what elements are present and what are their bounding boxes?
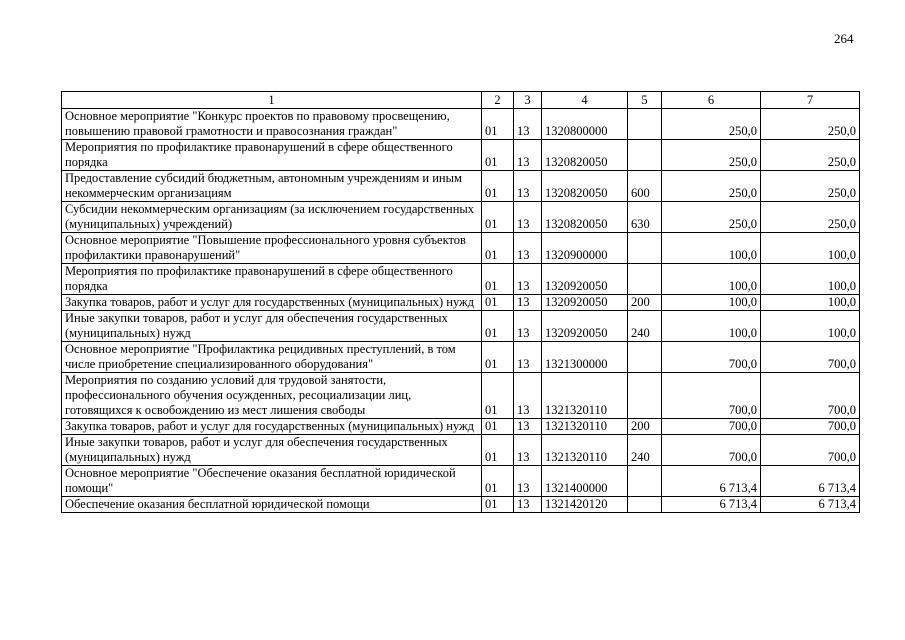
column-header: 7 [761, 92, 860, 109]
subsection-code-cell: 13 [514, 202, 542, 233]
table-row [62, 171, 860, 202]
subsection-code-cell: 13 [514, 140, 542, 171]
section-code-cell: 01 [482, 264, 514, 295]
amount-year-1-cell: 700,0 [662, 419, 761, 435]
section-code-cell: 01 [482, 109, 514, 140]
amount-year-2-cell: 6 713,4 [761, 497, 860, 513]
amount-year-1-cell: 6 713,4 [662, 466, 761, 497]
section-code-cell: 01 [482, 140, 514, 171]
subsection-code-cell: 13 [514, 264, 542, 295]
table-row [62, 109, 860, 140]
row-name-cell: Закупка товаров, работ и услуг для государственных (муниципальных) нужд [62, 295, 482, 311]
subsection-code-cell: 13 [514, 342, 542, 373]
target-article-cell: 1320820050 [542, 140, 628, 171]
expense-type-cell: 240 [628, 311, 662, 342]
expense-type-cell: 600 [628, 171, 662, 202]
amount-year-2-cell: 700,0 [761, 435, 860, 466]
table-row [62, 435, 860, 466]
amount-year-2-cell: 250,0 [761, 109, 860, 140]
subsection-code-cell: 13 [514, 373, 542, 419]
section-code-cell: 01 [482, 373, 514, 419]
expense-type-cell [628, 373, 662, 419]
budget-table [61, 91, 860, 513]
target-article-cell: 1320900000 [542, 233, 628, 264]
amount-year-1-cell: 6 713,4 [662, 497, 761, 513]
amount-year-1-cell: 250,0 [662, 109, 761, 140]
amount-year-1-cell: 700,0 [662, 435, 761, 466]
target-article-cell: 1321320110 [542, 419, 628, 435]
row-name-cell: Основное мероприятие "Повышение профессионального уровня субъектов профилактики правонарушений" [62, 233, 482, 264]
amount-year-2-cell: 6 713,4 [761, 466, 860, 497]
column-header: 3 [514, 92, 542, 109]
table-row [62, 233, 860, 264]
expense-type-cell [628, 466, 662, 497]
subsection-code-cell: 13 [514, 171, 542, 202]
amount-year-1-cell: 250,0 [662, 171, 761, 202]
section-code-cell: 01 [482, 295, 514, 311]
expense-type-cell: 240 [628, 435, 662, 466]
target-article-cell: 1321420120 [542, 497, 628, 513]
table-row [62, 419, 860, 435]
row-name-cell: Основное мероприятие "Профилактика рецидивных преступлений, в том числе приобретение специализированного оборудования" [62, 342, 482, 373]
amount-year-2-cell: 250,0 [761, 140, 860, 171]
row-name-cell: Мероприятия по профилактике правонарушений в сфере общественного порядка [62, 264, 482, 295]
amount-year-2-cell: 700,0 [761, 419, 860, 435]
subsection-code-cell: 13 [514, 419, 542, 435]
amount-year-1-cell: 700,0 [662, 342, 761, 373]
expense-type-cell [628, 497, 662, 513]
row-name-cell: Иные закупки товаров, работ и услуг для обеспечения государственных (муниципальных) нужд [62, 435, 482, 466]
table-row [62, 466, 860, 497]
section-code-cell: 01 [482, 342, 514, 373]
column-header: 5 [628, 92, 662, 109]
subsection-code-cell: 13 [514, 311, 542, 342]
amount-year-1-cell: 700,0 [662, 373, 761, 419]
target-article-cell: 1320800000 [542, 109, 628, 140]
target-article-cell: 1321400000 [542, 466, 628, 497]
row-name-cell: Основное мероприятие "Конкурс проектов по правовому просвещению, повышению правовой грамотности и правосознания граждан" [62, 109, 482, 140]
expense-type-cell: 630 [628, 202, 662, 233]
amount-year-2-cell: 250,0 [761, 171, 860, 202]
column-header: 2 [482, 92, 514, 109]
target-article-cell: 1321320110 [542, 373, 628, 419]
section-code-cell: 01 [482, 311, 514, 342]
amount-year-1-cell: 250,0 [662, 202, 761, 233]
column-header: 4 [542, 92, 628, 109]
column-header: 6 [662, 92, 761, 109]
expense-type-cell [628, 140, 662, 171]
amount-year-1-cell: 100,0 [662, 264, 761, 295]
table-row [62, 202, 860, 233]
subsection-code-cell: 13 [514, 466, 542, 497]
amount-year-2-cell: 100,0 [761, 295, 860, 311]
expense-type-cell [628, 342, 662, 373]
page-number: 264 [834, 31, 854, 46]
amount-year-1-cell: 100,0 [662, 295, 761, 311]
amount-year-2-cell: 700,0 [761, 373, 860, 419]
target-article-cell: 1321320110 [542, 435, 628, 466]
row-name-cell: Основное мероприятие "Обеспечение оказания бесплатной юридической помощи" [62, 466, 482, 497]
section-code-cell: 01 [482, 419, 514, 435]
section-code-cell: 01 [482, 466, 514, 497]
section-code-cell: 01 [482, 497, 514, 513]
target-article-cell: 1320920050 [542, 311, 628, 342]
table-row [62, 295, 860, 311]
table-body [62, 109, 860, 513]
column-header: 1 [62, 92, 482, 109]
table-row [62, 140, 860, 171]
amount-year-2-cell: 100,0 [761, 233, 860, 264]
row-name-cell: Мероприятия по профилактике правонарушений в сфере общественного порядка [62, 140, 482, 171]
subsection-code-cell: 13 [514, 233, 542, 264]
row-name-cell: Предоставление субсидий бюджетным, автономным учреждениям и иным некоммерческим организациям [62, 171, 482, 202]
target-article-cell: 1320920050 [542, 264, 628, 295]
section-code-cell: 01 [482, 435, 514, 466]
target-article-cell: 1320920050 [542, 295, 628, 311]
header-row [62, 92, 860, 109]
amount-year-2-cell: 100,0 [761, 264, 860, 295]
row-name-cell: Закупка товаров, работ и услуг для государственных (муниципальных) нужд [62, 419, 482, 435]
subsection-code-cell: 13 [514, 109, 542, 140]
amount-year-1-cell: 250,0 [662, 140, 761, 171]
table-row [62, 497, 860, 513]
target-article-cell: 1320820050 [542, 202, 628, 233]
target-article-cell: 1321300000 [542, 342, 628, 373]
table-row [62, 373, 860, 419]
table-row [62, 264, 860, 295]
amount-year-1-cell: 100,0 [662, 233, 761, 264]
expense-type-cell [628, 264, 662, 295]
row-name-cell: Мероприятия по созданию условий для трудовой занятости, профессионального обучения осужденных, ресоциализации лиц, готовящихся к освобождению из мест лишения свободы [62, 373, 482, 419]
expense-type-cell [628, 233, 662, 264]
section-code-cell: 01 [482, 171, 514, 202]
row-name-cell: Обеспечение оказания бесплатной юридической помощи [62, 497, 482, 513]
expense-type-cell [628, 109, 662, 140]
section-code-cell: 01 [482, 202, 514, 233]
subsection-code-cell: 13 [514, 497, 542, 513]
row-name-cell: Иные закупки товаров, работ и услуг для обеспечения государственных (муниципальных) нужд [62, 311, 482, 342]
section-code-cell: 01 [482, 233, 514, 264]
expense-type-cell: 200 [628, 419, 662, 435]
amount-year-2-cell: 100,0 [761, 311, 860, 342]
target-article-cell: 1320820050 [542, 171, 628, 202]
subsection-code-cell: 13 [514, 435, 542, 466]
row-name-cell: Субсидии некоммерческим организациям (за исключением государственных (муниципальных) учреждений) [62, 202, 482, 233]
amount-year-2-cell: 250,0 [761, 202, 860, 233]
table-row [62, 342, 860, 373]
amount-year-1-cell: 100,0 [662, 311, 761, 342]
amount-year-2-cell: 700,0 [761, 342, 860, 373]
table-row [62, 311, 860, 342]
expense-type-cell: 200 [628, 295, 662, 311]
subsection-code-cell: 13 [514, 295, 542, 311]
